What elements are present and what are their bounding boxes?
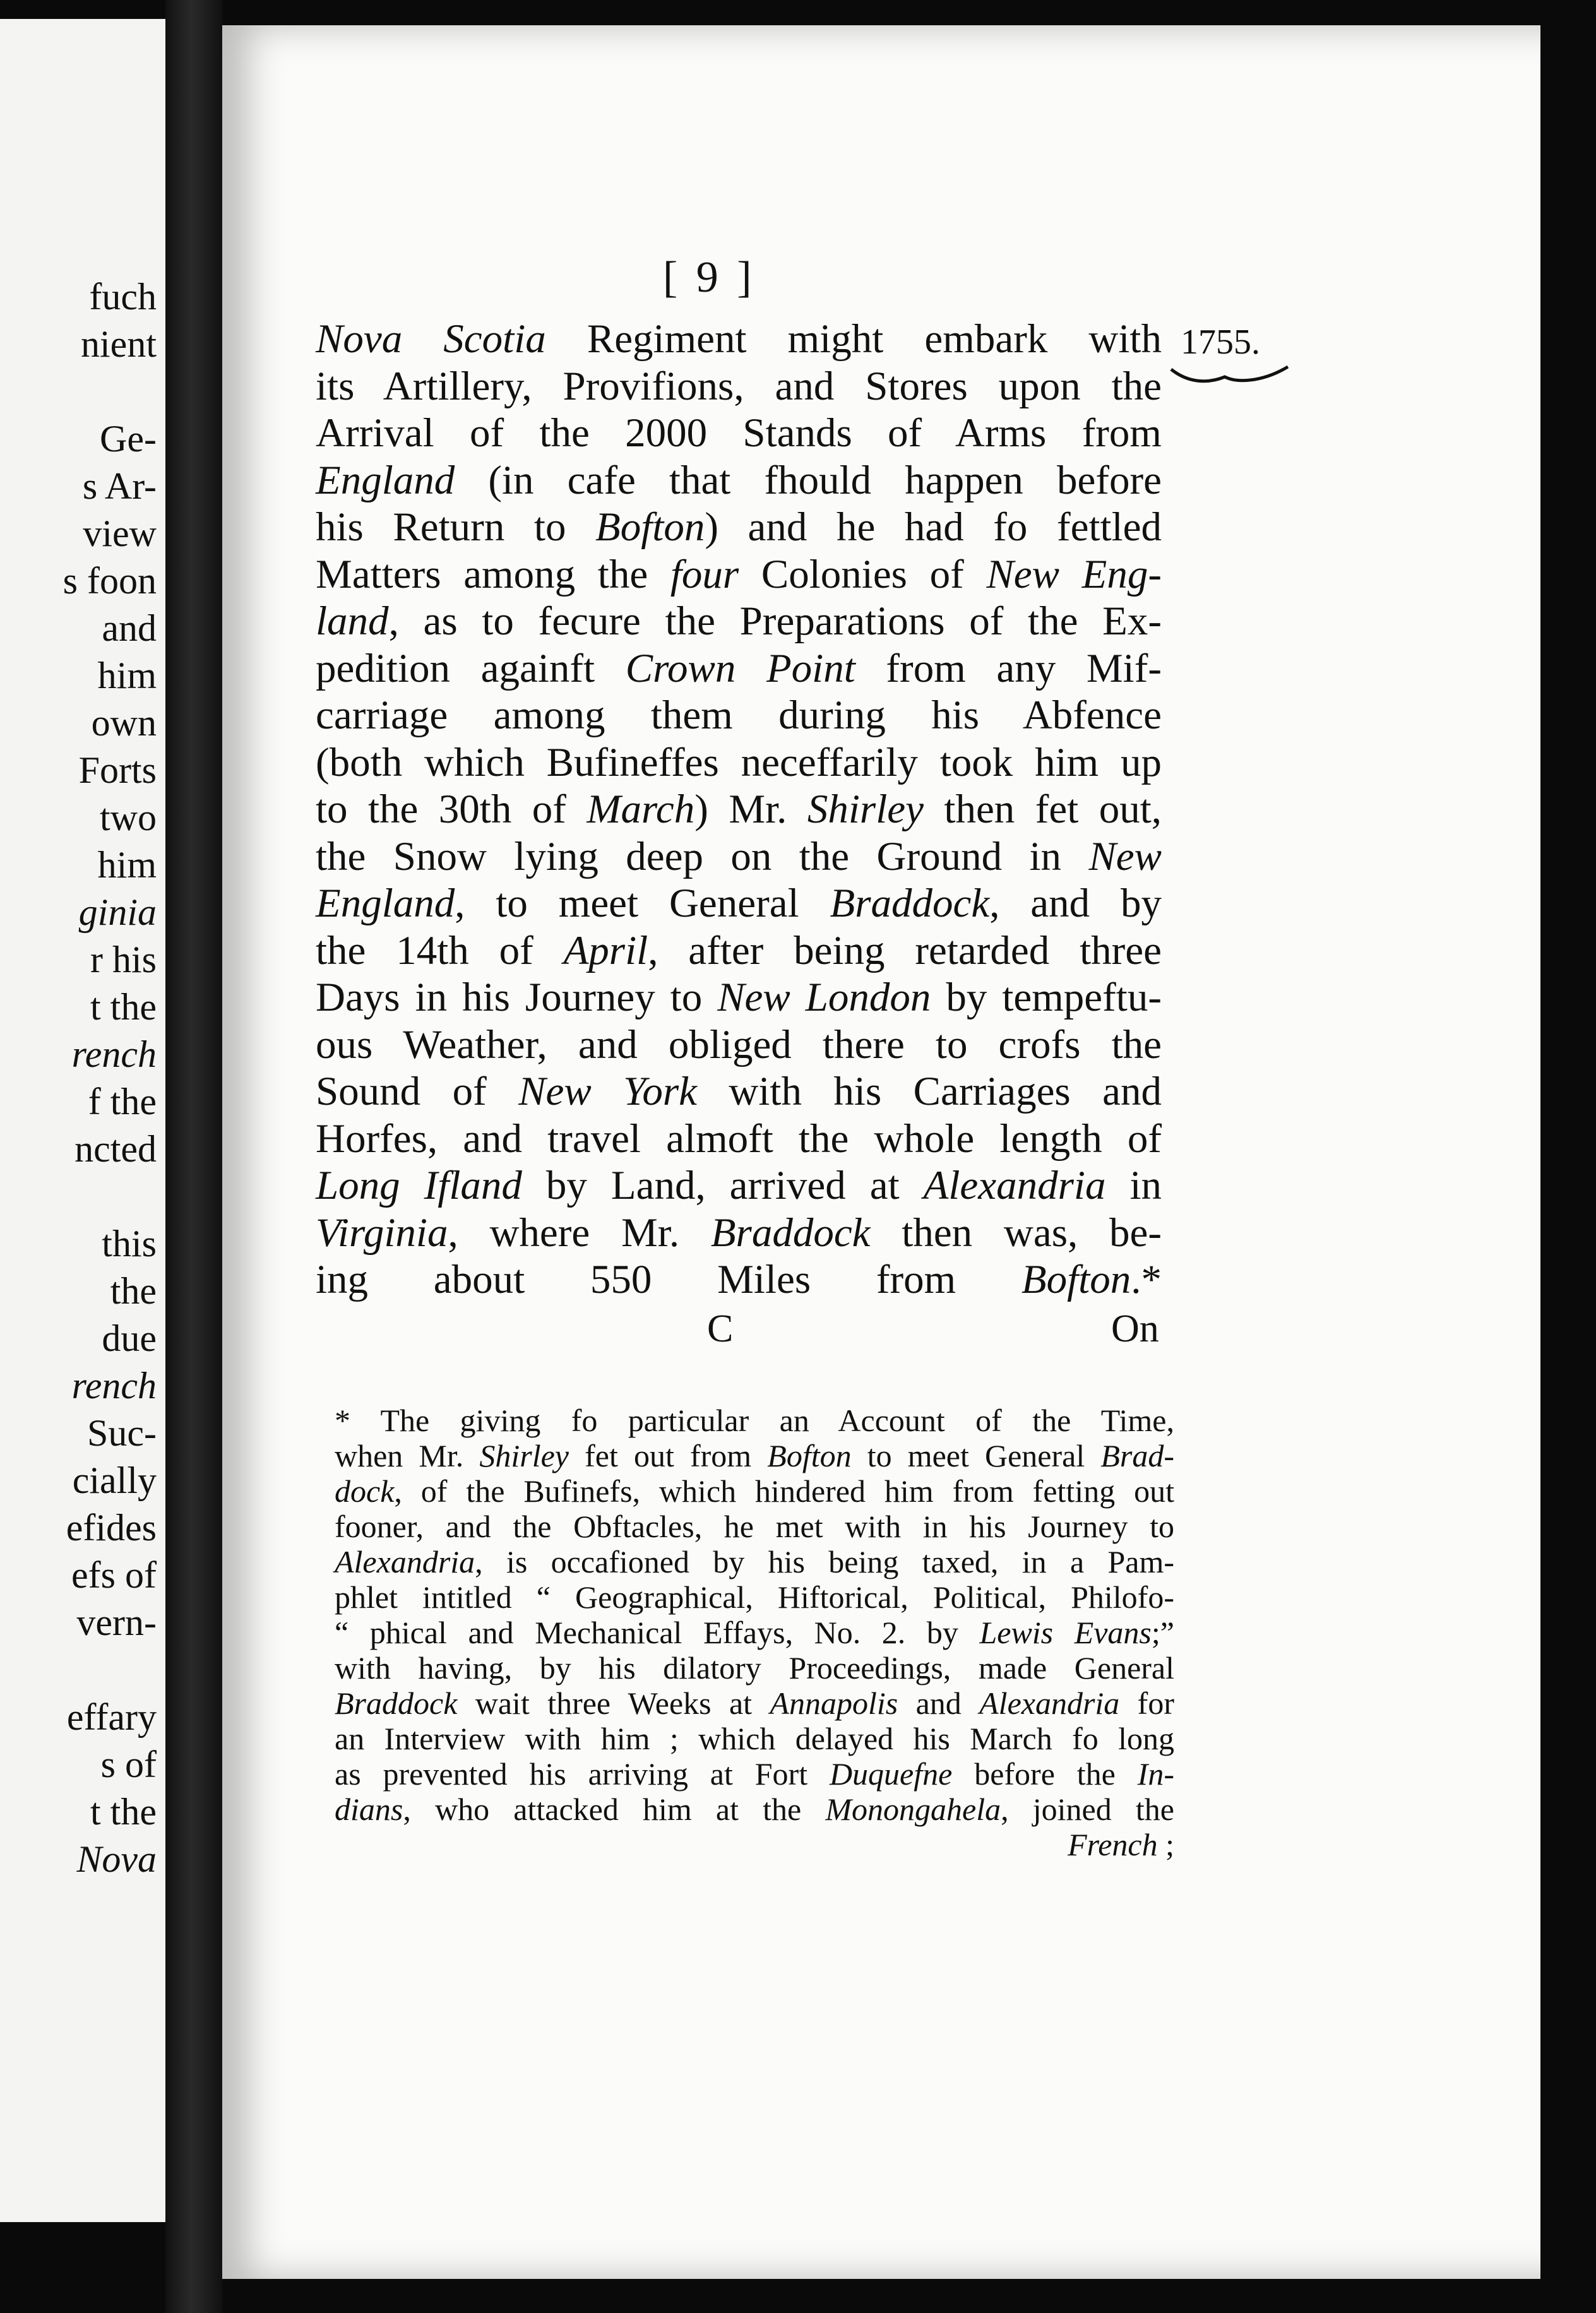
footnote-line xyxy=(335,1829,1174,1860)
text-run: Arrival of the 2000 Stands of Arms from xyxy=(316,410,1162,456)
body-line xyxy=(316,504,1162,550)
italic-text: Crown Point xyxy=(625,645,855,691)
text-run: , and by xyxy=(989,881,1162,926)
left-page-fragment: own xyxy=(91,702,157,744)
text-run: the Snow lying deep on the Ground in xyxy=(316,833,1089,879)
left-page-fragment: view xyxy=(83,513,157,554)
page-edge-shadow xyxy=(1540,0,1596,2313)
body-line xyxy=(316,1259,1162,1300)
left-page-fragment: him xyxy=(97,844,157,886)
text-run: by Land, arrived at xyxy=(521,1163,924,1208)
italic-text: New London xyxy=(717,975,931,1020)
body-line xyxy=(316,598,1162,644)
footnote-line xyxy=(335,1581,1174,1613)
left-page-fragment: him xyxy=(97,655,157,696)
italic-text: Virginia xyxy=(316,1210,448,1256)
text-run: ) and he had fo fettled xyxy=(705,504,1162,550)
footnote-line xyxy=(335,1440,1174,1472)
italic-text: Annapolis xyxy=(770,1686,898,1721)
body-line xyxy=(316,695,1162,736)
left-page-fragment: f the xyxy=(88,1081,157,1122)
italic-text: Bofton xyxy=(767,1438,852,1473)
body-line xyxy=(316,789,1162,830)
text-run: , of the Bufinefs, which hindered him from fetting out xyxy=(394,1473,1174,1509)
body-line xyxy=(316,927,1162,973)
text-run: * The giving fo particular an Account of the Time, xyxy=(335,1403,1174,1438)
text-run: then fet out, xyxy=(923,787,1162,832)
left-page-fragment: rench xyxy=(71,1365,157,1406)
italic-text: Monongahela xyxy=(825,1792,1001,1827)
left-page-fragment: Suc- xyxy=(87,1412,157,1454)
text-run: ) Mr. xyxy=(694,787,807,832)
left-page-fragment: two xyxy=(100,797,157,838)
italic-text: In- xyxy=(1137,1756,1174,1792)
left-page-fragment: s foon xyxy=(63,560,157,602)
left-page-fragment: ncted xyxy=(74,1128,157,1170)
body-line xyxy=(316,833,1162,879)
text-run: to meet General xyxy=(851,1438,1101,1473)
body-line xyxy=(316,1165,1162,1206)
italic-text: Alexandria xyxy=(335,1544,475,1579)
body-line xyxy=(316,1071,1162,1112)
text-run: pedition againft xyxy=(316,645,626,691)
italic-text: March xyxy=(587,787,695,832)
text-run: its Artillery, Provifions, and Stores upon the xyxy=(316,363,1162,409)
page-number: [ 9 ] xyxy=(663,253,756,302)
text-run: Sound of xyxy=(316,1069,519,1114)
italic-text: Duquefne xyxy=(829,1756,953,1792)
text-run: Days in his Journey to xyxy=(316,975,718,1020)
footnote-line xyxy=(335,1617,1174,1648)
left-page-fragment: Ge- xyxy=(100,418,157,460)
text-run: , joined the xyxy=(1001,1792,1174,1827)
handwritten-underline xyxy=(1168,363,1294,388)
left-page-fragment: s Ar- xyxy=(82,465,157,507)
italic-text: Shirley xyxy=(807,787,924,832)
text-run: ing about 550 Miles from xyxy=(316,1257,1021,1302)
text-run: then was, be- xyxy=(870,1210,1162,1256)
left-page-fragment: t the xyxy=(90,1791,157,1833)
text-run: before the xyxy=(952,1756,1138,1792)
italic-text: New Eng- xyxy=(986,551,1162,597)
body-line xyxy=(316,316,1162,362)
body-line xyxy=(316,363,1162,409)
text-run: wait three Weeks at xyxy=(457,1686,770,1721)
left-page-fragment: the xyxy=(110,1270,157,1312)
text-run: to the 30th of xyxy=(316,787,587,832)
italic-text: April xyxy=(563,927,648,973)
text-run: , who attacked him at the xyxy=(403,1792,826,1827)
italic-text: New xyxy=(1088,833,1162,879)
body-line xyxy=(316,410,1162,456)
text-run: with having, by his dilatory Proceedings, made General xyxy=(335,1650,1174,1686)
text-run: and xyxy=(898,1686,980,1721)
text-run: the 14th of xyxy=(316,927,564,973)
text-run: , where Mr. xyxy=(448,1210,711,1256)
footnote-line xyxy=(335,1758,1174,1790)
text-run: Matters among the xyxy=(316,551,670,597)
italic-text: dock xyxy=(335,1473,395,1509)
left-page-fragment: fuch xyxy=(89,276,157,318)
text-run: Colonies of xyxy=(739,551,987,597)
left-page-fragment: this xyxy=(102,1223,157,1264)
italic-text: Nova Scotia xyxy=(316,316,546,362)
italic-text: England xyxy=(316,881,455,926)
body-line xyxy=(316,977,1162,1018)
left-page-fragment: nient xyxy=(81,323,157,365)
text-run: (both which Bufineffes neceffarily took him up xyxy=(316,739,1162,785)
text-run: an Interview with him ; which delayed his March fo long xyxy=(335,1721,1174,1756)
margin-year: 1755. xyxy=(1181,323,1260,362)
text-run: in xyxy=(1105,1163,1162,1208)
italic-text: Bofton xyxy=(1021,1257,1131,1302)
book-gutter xyxy=(165,0,222,2313)
signature-mark: C xyxy=(707,1307,734,1350)
footnote-line xyxy=(335,1511,1174,1542)
italic-text: Long Ifland xyxy=(316,1163,522,1208)
italic-text: Lewis Evans xyxy=(979,1615,1152,1650)
italic-text: Braddock xyxy=(710,1210,871,1256)
text-run: ; xyxy=(1157,1827,1174,1862)
text-run: when Mr. xyxy=(335,1438,480,1473)
left-page-fragment: ginia xyxy=(78,891,157,933)
body-line xyxy=(316,551,1162,597)
footnote-line xyxy=(335,1793,1174,1825)
body-line xyxy=(316,883,1162,924)
left-page-fragment: efs of xyxy=(71,1554,157,1596)
footnote-line xyxy=(335,1475,1174,1507)
italic-text: Alexandria xyxy=(979,1686,1120,1721)
text-run: carriage among them during his Abfence xyxy=(316,693,1162,738)
italic-text: Alexandria xyxy=(923,1163,1106,1208)
text-run: ;” xyxy=(1151,1615,1174,1650)
left-page-fragment: due xyxy=(102,1317,157,1359)
italic-text: Braddock xyxy=(830,881,990,926)
footnote-line xyxy=(335,1652,1174,1684)
text-run: fooner, and the Obftacles, he met with in his Journey to xyxy=(335,1509,1174,1544)
text-run: Horfes, and travel almoft the whole length of xyxy=(316,1115,1162,1162)
text-run: phlet intitled “ Geographical, Hiftorical, Political, Philofo- xyxy=(335,1579,1174,1615)
body-line xyxy=(316,1115,1162,1162)
left-page-fragment: Nova xyxy=(76,1838,157,1880)
left-page-fragment: and xyxy=(102,607,157,649)
italic-text: Brad- xyxy=(1100,1438,1174,1473)
body-line xyxy=(316,645,1162,691)
text-run: fet out from xyxy=(569,1438,768,1473)
footnote-line xyxy=(335,1546,1174,1578)
italic-text: four xyxy=(670,551,739,597)
text-run: , as to fecure the Preparations of the Ex- xyxy=(388,598,1162,644)
italic-text: Braddock xyxy=(335,1686,458,1721)
text-run: (in cafe that fhould happen before xyxy=(455,457,1162,503)
text-run: from any Mif- xyxy=(855,645,1162,691)
left-page-fragment: efides xyxy=(66,1507,157,1549)
left-page-fragment: effary xyxy=(66,1696,157,1738)
text-run: “ phical and Mechanical Effays, No. 2. by xyxy=(335,1615,980,1650)
text-run: Regiment might embark with xyxy=(545,316,1162,362)
left-page-fragment: rench xyxy=(71,1033,157,1075)
italic-text: England xyxy=(316,457,455,503)
text-run: .* xyxy=(1131,1257,1162,1302)
body-line xyxy=(316,739,1162,785)
italic-text: French xyxy=(1068,1827,1158,1862)
left-page-fragment: t the xyxy=(90,986,157,1028)
body-line xyxy=(316,1210,1162,1256)
italic-text: land xyxy=(316,598,389,644)
catchword: On xyxy=(1111,1307,1159,1350)
left-page-fragment: Forts xyxy=(78,749,157,791)
italic-text: New York xyxy=(518,1069,697,1114)
footnote-line xyxy=(335,1723,1174,1754)
text-run: by tempeftu- xyxy=(931,975,1162,1020)
text-run: ous Weather, and obliged there to crofs the xyxy=(316,1021,1162,1067)
text-run: as prevented his arriving at Fort xyxy=(335,1756,830,1792)
text-run: for xyxy=(1119,1686,1174,1721)
body-line xyxy=(316,457,1162,503)
text-run: , is occafioned by his being taxed, in a Pam- xyxy=(475,1544,1174,1579)
italic-text: dians xyxy=(335,1792,403,1827)
italic-text: Shirley xyxy=(479,1438,569,1473)
body-line xyxy=(316,1021,1162,1067)
left-page-fragment: vern- xyxy=(76,1602,157,1643)
footnote-line xyxy=(335,1405,1174,1436)
left-page-fragment: cially xyxy=(72,1460,157,1501)
text-run: his Return to xyxy=(316,504,595,550)
footnote-line xyxy=(335,1687,1174,1719)
left-page-fragment: s of xyxy=(100,1744,157,1785)
text-run: , after being retarded three xyxy=(648,927,1162,973)
italic-text: Bofton xyxy=(595,504,705,550)
left-page-fragment: r his xyxy=(90,939,157,980)
text-run: with his Carriages and xyxy=(696,1069,1162,1114)
text-run: , to meet General xyxy=(455,881,830,926)
